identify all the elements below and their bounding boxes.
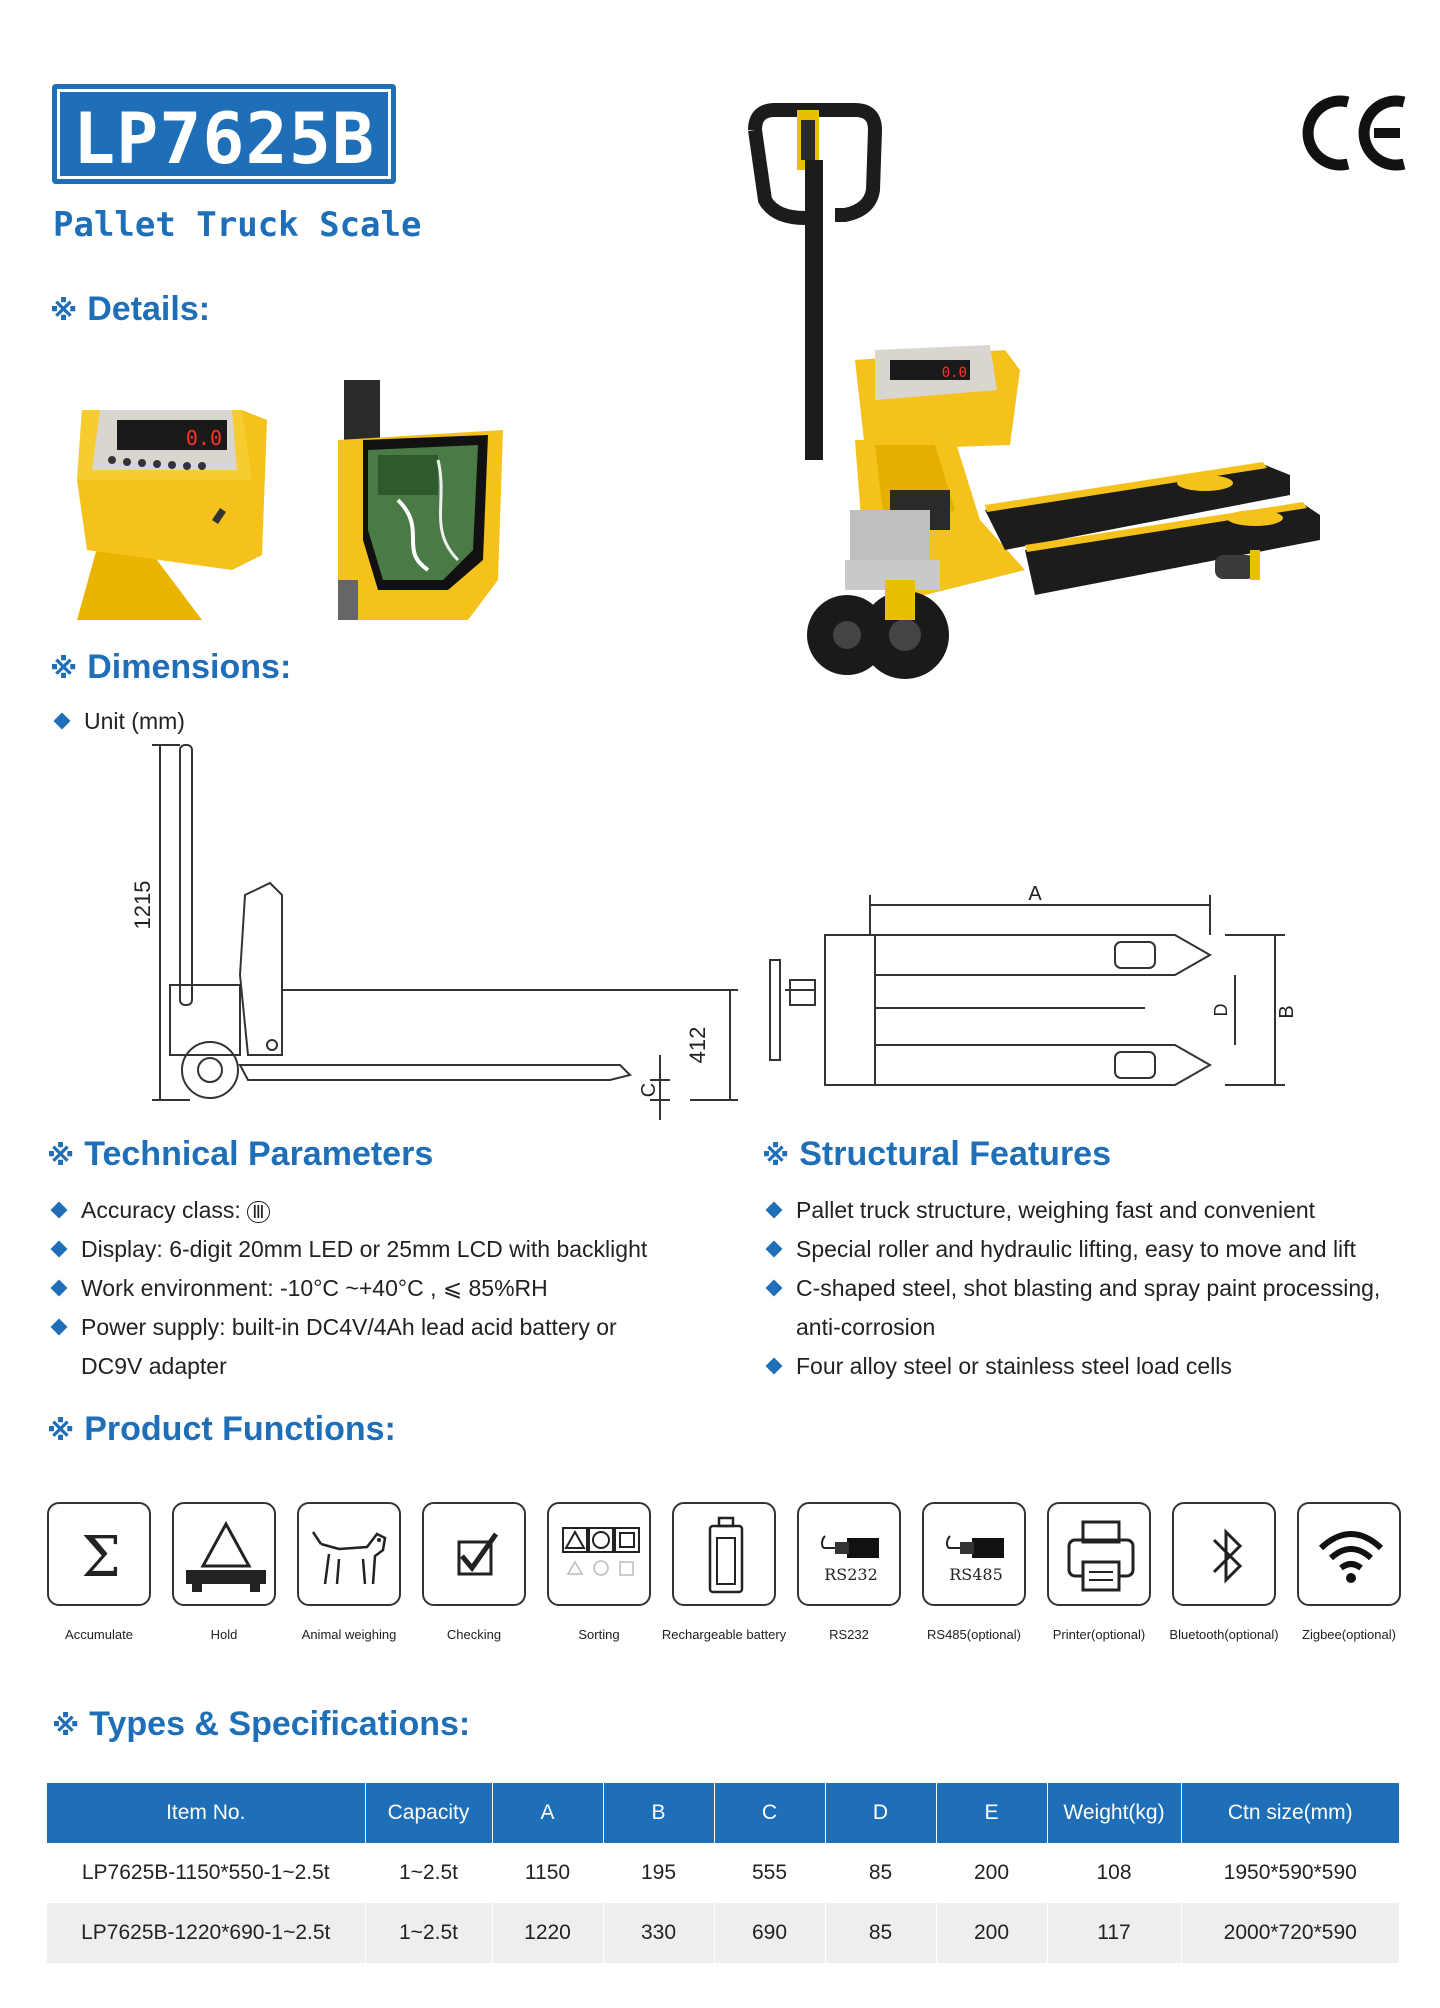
svg-text:RS485: RS485 [949,1565,1003,1584]
checkbox-icon [424,1504,528,1608]
spec-header-cell: Capacity [365,1783,492,1843]
technical-heading [47,1135,433,1174]
function-zigbee [1297,1502,1401,1606]
spec-cell: LP7625B-1150*550-1~2.5t [47,1843,365,1903]
diamond-bullet-icon [54,713,71,730]
feature-item-0: Pallet truck structure, weighing fast and convenient [796,1197,1316,1223]
accuracy-class-symbol: Ⅲ [247,1201,269,1223]
function-rechargeable-battery [672,1502,776,1606]
tech-item-4: DC9V adapter [81,1353,227,1379]
tech-accuracy [47,1191,707,1230]
types-heading [52,1705,470,1744]
spec-cell: 117 [1047,1903,1181,1963]
types-title: Types & Specifications: [89,1705,471,1743]
pallet-truck-photo [735,100,1335,720]
structural-list [762,1191,1402,1386]
svg-text:RS232: RS232 [824,1565,878,1584]
function-label: Checking [446,1627,502,1642]
feature-item-2: C-shaped steel, shot blasting and spray paint processing, [796,1275,1381,1301]
hold-scale-icon [174,1504,278,1608]
spec-cell: 2000*720*590 [1181,1903,1399,1963]
spec-header-cell: C [714,1783,825,1843]
spec-header-cell: Ctn size(mm) [1181,1783,1399,1843]
spec-cell: 1~2.5t [365,1843,492,1903]
diamond-bullet-icon [51,1241,68,1258]
diamond-bullet-icon [766,1202,783,1219]
spec-header-cell: D [825,1783,936,1843]
function-animal-weighing [297,1502,401,1606]
rs485-plug-icon [924,1504,1028,1608]
model-number: LP7625B [72,98,375,180]
spec-cell: LP7625B-1220*690-1~2.5t [47,1903,365,1963]
detail-photo-indicator [72,380,272,620]
dimension-d-label: D [1211,1003,1231,1017]
product-subtitle: Pallet Truck Scale [53,205,422,245]
model-logo [52,84,396,184]
function-hold [172,1502,276,1606]
functions-heading [47,1410,396,1449]
function-label: Bluetooth(optional) [1169,1627,1279,1642]
section-marker: ※ [47,1415,75,1446]
dog-icon [299,1504,403,1608]
spec-cell: 330 [603,1903,714,1963]
wifi-icon [1299,1504,1403,1608]
function-accumulate [47,1502,151,1606]
spec-cell: 1~2.5t [365,1903,492,1963]
section-marker: ※ [50,653,78,684]
feature-item-4: Four alloy steel or stainless steel load cells [796,1353,1232,1379]
battery-icon [674,1504,778,1608]
unit-text: Unit (mm) [84,708,185,734]
tech-item [47,1269,707,1308]
functions-title: Product Functions: [84,1410,396,1448]
feature-item-3: anti-corrosion [796,1314,936,1340]
structural-title: Structural Features [799,1135,1111,1173]
diamond-bullet-icon [51,1202,68,1219]
spec-cell: 690 [714,1903,825,1963]
details-title: Details: [87,290,211,328]
dimensions-title: Dimensions: [87,648,292,686]
function-label: RS232 [829,1627,869,1642]
function-label: Hold [210,1627,238,1642]
feature-item-continued [762,1308,1402,1347]
dimensions-heading [50,648,291,687]
spec-header-cell: B [603,1783,714,1843]
diamond-bullet-icon [766,1241,783,1258]
table-row [47,1843,1399,1903]
spec-cell: 1150 [492,1843,603,1903]
function-label: Zigbee(optional) [1302,1627,1396,1642]
spec-cell: 555 [714,1843,825,1903]
spec-cell: 1950*590*590 [1223,1861,1357,1884]
spec-cell: 200 [936,1843,1047,1903]
svg-text:Σ: Σ [81,1525,121,1590]
technical-title: Technical Parameters [84,1135,434,1173]
function-label: RS485(optional) [927,1627,1021,1642]
spec-header-cell: E [936,1783,1047,1843]
sigma-icon [49,1504,153,1608]
feature-item [762,1269,1402,1308]
spec-header-cell: A [492,1783,603,1843]
spec-header-row [47,1783,1399,1843]
structural-heading [762,1135,1111,1174]
rs232-plug-icon [799,1504,903,1608]
spec-cell: 200 [936,1903,1047,1963]
section-marker: ※ [47,1140,75,1171]
function-rs232 [797,1502,901,1606]
details-heading [50,290,210,329]
dimension-a-label: A [1028,883,1042,905]
feature-item-1: Special roller and hydraulic lifting, easy to move and lift [796,1236,1356,1262]
function-checking [422,1502,526,1606]
function-label: Printer(optional) [1052,1627,1146,1642]
tech-item [47,1230,707,1269]
spec-header-cell: Item No. [47,1783,365,1843]
diamond-bullet-icon [51,1319,68,1336]
dimension-b-label: B [1276,1005,1298,1019]
function-rs485 [922,1502,1026,1606]
spec-table [47,1783,1399,1963]
accuracy-prefix: Accuracy class: [81,1197,241,1223]
height-dimension-label: 1215 [130,880,155,930]
spec-cell: 108 [1047,1843,1181,1903]
feature-item [762,1347,1402,1386]
section-marker: ※ [52,1710,80,1741]
spec-cell: 85 [825,1843,936,1903]
feature-item [762,1191,1402,1230]
function-label: Sorting [578,1627,620,1642]
tech-item-continued [47,1347,707,1386]
feature-item [762,1230,1402,1269]
spec-cell: 1220 [492,1903,603,1963]
tech-item-1: Display: 6-digit 20mm LED or 25mm LCD with backlight [81,1236,648,1262]
table-row [47,1903,1399,1963]
side-view-drawing [130,735,740,1130]
function-label: Animal weighing [301,1627,397,1642]
spec-header-cell: Weight(kg) [1047,1783,1181,1843]
printer-icon [1049,1504,1153,1608]
dimension-c-label: C [638,1082,660,1098]
function-label: Rechargeable battery [661,1627,787,1642]
diamond-bullet-icon [766,1358,783,1375]
fork-height-label: 412 [685,1026,710,1064]
spec-cell: 85 [825,1903,936,1963]
function-label: Accumulate [65,1627,133,1642]
function-bluetooth [1172,1502,1276,1606]
bluetooth-icon [1174,1504,1278,1608]
diamond-bullet-icon [51,1280,68,1297]
detail-photo-internal [338,380,508,620]
tech-item [47,1308,707,1347]
diamond-bullet-icon [766,1280,783,1297]
tech-item-3: Power supply: built-in DC4V/4Ah lead acid battery or [81,1314,617,1340]
tech-item-2: Work environment: -10°C ~+40°C , ⩽ 85%RH [81,1275,548,1301]
section-marker: ※ [50,295,78,326]
section-marker: ※ [762,1140,790,1171]
truck-display-readout: 0.0 [941,365,967,381]
shapes-icon [549,1504,653,1608]
spec-cell: 195 [603,1843,714,1903]
technical-list [47,1191,707,1386]
detail-display-readout: 0.0 [185,426,222,450]
top-view-drawing [745,880,1305,1100]
function-printer [1047,1502,1151,1606]
function-sorting [547,1502,651,1606]
